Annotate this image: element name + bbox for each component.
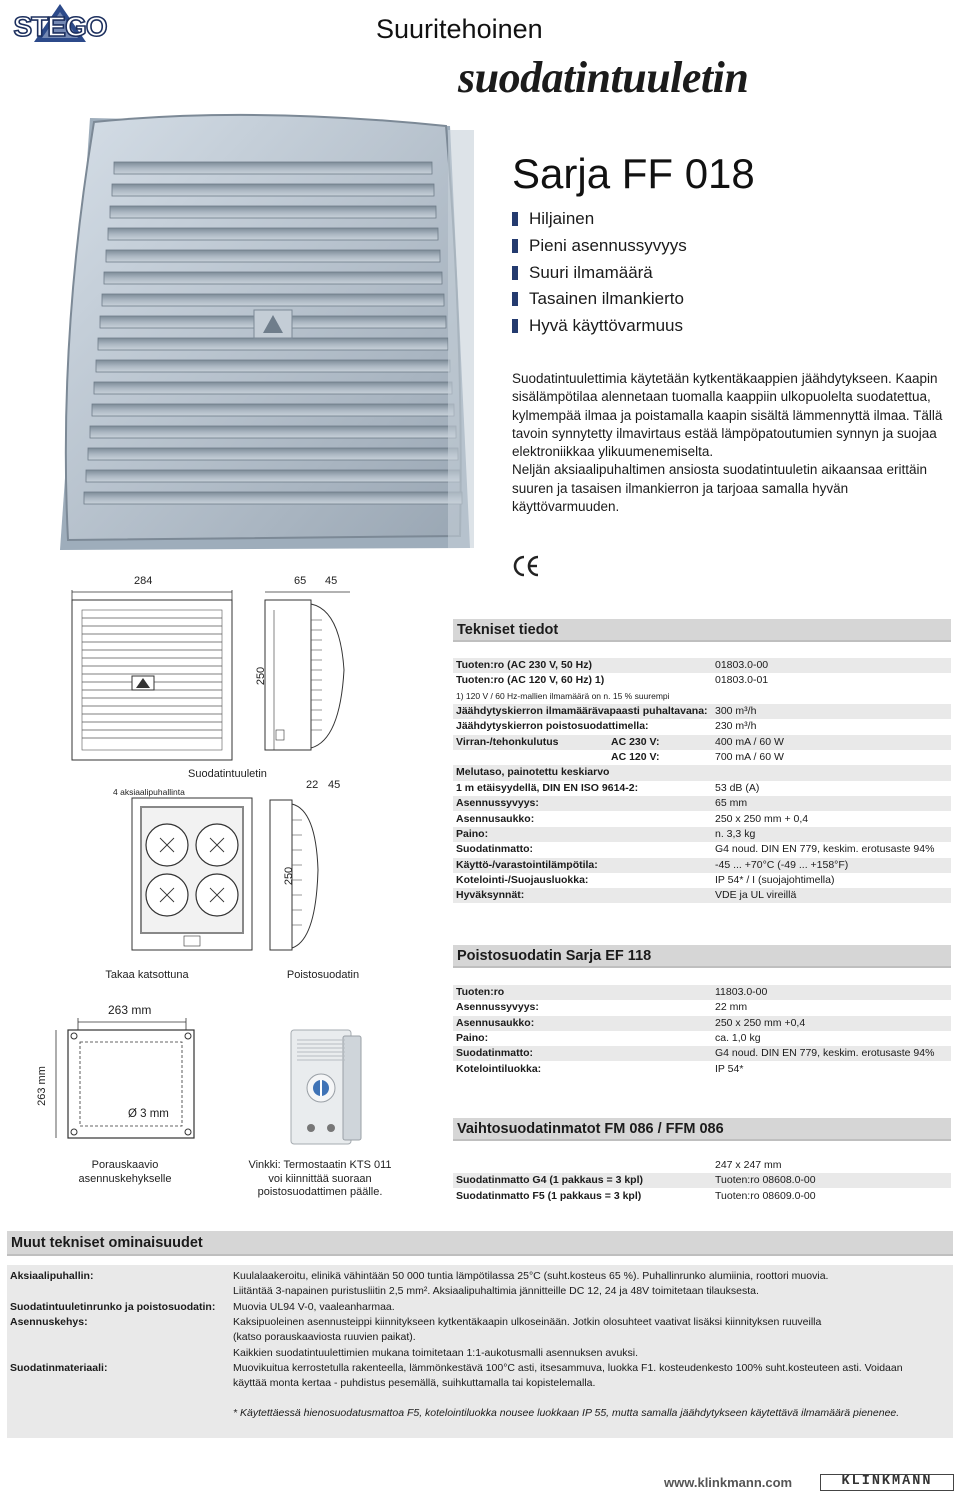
filter-label: Paino: xyxy=(456,1031,489,1044)
spec-row xyxy=(453,842,951,857)
filter-value: 250 x 250 mm +0,4 xyxy=(715,1016,806,1029)
spec-value: 53 dB (A) xyxy=(715,781,760,794)
bullet-icon xyxy=(512,239,518,253)
dim-depth-2: 45 xyxy=(325,575,338,587)
filter-row xyxy=(453,1062,951,1077)
spec-row xyxy=(453,827,951,842)
dim-depth-1: 65 xyxy=(294,575,307,587)
spec-value: G4 noud. DIN EN 779, keskim. erotusaste 94% xyxy=(715,843,935,856)
property-value: Muovia UL94 V-0, vaaleanharmaa. xyxy=(233,1300,395,1313)
label-fan-unit: Suodatintuuletin xyxy=(188,768,267,780)
filter-value: 22 mm xyxy=(715,1001,748,1014)
filter-label: Kotelointiluokka: xyxy=(456,1062,542,1075)
property-value: Liitäntää 3-napainen puristusliitin 2,5 mm². Aksiaalipuhaltimia jännitteille DC 12, 24 ja 48V toimitetaan tilauksesta. xyxy=(233,1285,759,1298)
spec-row xyxy=(453,812,951,827)
cutout-width: 263 mm xyxy=(108,1003,152,1017)
filter-label: Suodatinmatto: xyxy=(456,1047,533,1060)
property-value: Kuulalaakeroitu, elinikä vähintään 50 000 tuntia lämpötilassa 25°C (suht.kosteus 65 %). Puhallinrunko alumiinia, roottori muovia. xyxy=(233,1270,829,1282)
cutout-hole: Ø 3 mm xyxy=(128,1108,169,1120)
property-value: käyttää monta kertaa - puhdistus pesemällä, suihkuttamalla tai kopistelemalla. xyxy=(233,1377,596,1390)
filter-row xyxy=(453,1046,951,1061)
property-value: Kaikkien suodatintuulettimien mukana toimitetaan 1:1-aukotusmalli asennuksen avuksi. xyxy=(233,1346,639,1359)
spec-value: IP 54* / I (suojajohtimella) xyxy=(715,873,835,886)
exhaust-filter-table xyxy=(453,985,951,1077)
bullet-icon xyxy=(512,319,518,333)
spec-value: 65 mm xyxy=(715,797,748,810)
property-label: Suodatintuuletinrunko ja poistosuodatin: xyxy=(10,1300,216,1313)
feature-list xyxy=(512,206,687,339)
feature-item: Hiljainen xyxy=(512,206,687,233)
filter-mats-table xyxy=(453,1158,951,1204)
spec-row xyxy=(453,873,951,888)
website-link[interactable]: www.klinkmann.com xyxy=(664,1475,793,1490)
spec-row xyxy=(453,735,951,750)
spec-row xyxy=(453,765,951,780)
description-paragraph: Neljän aksiaalipuhaltimen ansiosta suodatintuuletin aikaansaa erittäin suuren ja tasaisen ilmankierron ja tarjoaa samalla hyvän käyttövarmuuden. xyxy=(512,462,928,515)
spec-label: Tuoten:ro (AC 230 V, 50 Hz) xyxy=(456,659,592,671)
feature-item: Pieni asennussyvyys xyxy=(512,233,687,260)
filter-row xyxy=(453,1031,951,1046)
spec-label: Paino: xyxy=(456,827,489,840)
dim-width: 284 xyxy=(134,575,153,587)
spec-label: Hyväksynnät: xyxy=(456,889,525,902)
spec-row xyxy=(453,689,951,704)
section-filter-mats: Vaihtosuodatinmatot FM 086 / FFM 086 xyxy=(453,1118,951,1141)
spec-value: 230 m³/h xyxy=(715,720,757,733)
section-technical-data: Tekniset tiedot xyxy=(453,619,951,642)
spec-value: 250 x 250 mm + 0,4 xyxy=(715,812,809,825)
spec-label: Käyttö-/varastointilämpötila: xyxy=(456,858,598,871)
spec-label: Melutaso, painotettu keskiarvo xyxy=(456,766,610,779)
spec-row xyxy=(453,750,951,765)
feature-item: Hyvä käyttövarmuus xyxy=(512,313,687,340)
feature-item: Tasainen ilmankierto xyxy=(512,286,687,313)
mats-value: Tuoten:ro 08608.0-00 xyxy=(715,1174,816,1187)
mats-value: Tuoten:ro 08609.0-00 xyxy=(715,1189,816,1202)
dim-filter-depth-1: 22 xyxy=(306,779,319,791)
filter-value: 11803.0-00 xyxy=(715,986,768,998)
stego-logo xyxy=(0,0,120,48)
spec-value: 01803.0-01 xyxy=(715,674,769,687)
bullet-icon xyxy=(512,266,518,280)
spec-value: 01803.0-00 xyxy=(715,659,769,671)
filter-row xyxy=(453,1016,951,1031)
mats-size-row xyxy=(453,1158,951,1173)
spec-value: -45 ... +70°C (-49 ... +158°F) xyxy=(715,858,849,871)
cutout-drawing xyxy=(30,1016,200,1144)
property-label: Aksiaalipuhallin: xyxy=(10,1270,94,1282)
spec-value: VDE ja UL vireillä xyxy=(715,889,797,902)
spec-label: 1) 120 V / 60 Hz-mallien ilmamäärä on n. 15 % suurempi xyxy=(456,690,670,701)
spec-row xyxy=(453,673,951,688)
label-fans: 4 aksiaalipuhallinta xyxy=(113,787,185,797)
filter-value: ca. 1,0 kg xyxy=(715,1031,761,1044)
product-image-fan xyxy=(50,100,480,562)
spec-row xyxy=(453,781,951,796)
spec-row xyxy=(453,704,951,719)
property-label: Suodatinmateriaali: xyxy=(10,1362,108,1375)
ce-mark-icon xyxy=(512,554,540,578)
spec-label: Asennussyvyys: xyxy=(456,797,539,810)
mats-row xyxy=(453,1189,951,1204)
spec-sublabel: AC 120 V: xyxy=(611,751,660,764)
footnote: * Käytettäessä hienosuodatusmattoa F5, kotelointiluokka nousee luokkaan IP 55, mutta samalla jäähdytykseen käytettävä ilmamäärä pienenee. xyxy=(233,1407,900,1419)
caption-cutout: Porauskaavio asennuskehykselle xyxy=(78,1159,172,1185)
product-description xyxy=(512,370,952,516)
technical-data-table xyxy=(453,658,951,904)
front-view-drawing xyxy=(60,590,360,770)
filter-value: IP 54* xyxy=(715,1062,744,1075)
filter-label: Asennusaukko: xyxy=(456,1016,535,1029)
bullet-icon xyxy=(512,212,518,226)
klinkmann-logo: KLINKMANN xyxy=(820,1474,954,1491)
bullet-icon xyxy=(512,292,518,306)
dim-filter-depth-2: 45 xyxy=(328,779,341,791)
svg-text:STEGO: STEGO xyxy=(13,11,107,42)
filter-row xyxy=(453,1000,951,1015)
spec-value: 700 mA / 60 W xyxy=(715,751,784,764)
filter-value: G4 noud. DIN EN 779, keskim. erotusaste 94% xyxy=(715,1047,935,1060)
mats-row xyxy=(453,1173,951,1188)
spec-label: Tuoten:ro (AC 120 V, 60 Hz) 1) xyxy=(456,674,605,687)
filter-label: Tuoten:ro xyxy=(456,986,505,998)
property-value: Kaksipuoleinen asennusteippi kiinnitykseen kytkentäkaapin ulkoseinään. Jotkin olosuhteet vaativat lisäksi kiinnityksen ruuveilla xyxy=(233,1316,822,1329)
series-title: Sarja FF 018 xyxy=(512,150,755,197)
spec-label: Suodatinmatto: xyxy=(456,843,533,856)
caption-exhaust-filter: Poistosuodatin xyxy=(286,969,360,981)
mats-label: Suodatinmatto G4 (1 pakkaus = 3 kpl) xyxy=(456,1174,644,1187)
section-other-properties: Muut tekniset ominaisuudet xyxy=(7,1231,953,1256)
spec-row xyxy=(453,719,951,734)
spec-row xyxy=(453,888,951,903)
spec-value: 400 mA / 60 W xyxy=(715,735,784,748)
caption-back-view: Takaa katsottuna xyxy=(105,969,189,981)
dim-filter-height: 250 xyxy=(283,866,296,886)
spec-label: Asennusaukko: xyxy=(456,812,535,825)
mats-label: Suodatinmatto F5 (1 pakkaus = 3 kpl) xyxy=(456,1189,642,1202)
cutout-height: 263 mm xyxy=(35,1066,48,1106)
spec-label: Jäähdytyskierron poistosuodattimella: xyxy=(456,720,649,733)
spec-row xyxy=(453,658,951,673)
section-exhaust-filter: Poistosuodatin Sarja EF 118 xyxy=(453,945,951,968)
filter-row xyxy=(453,985,951,1000)
property-value: Muovikuitua kerrostetulla rakenteella, lämmönkestävä 100°C asti, itsesammuva, luokka F1. kosteudenkesto 100% suht.kosteuteen asti. Voidaan xyxy=(233,1362,903,1375)
spec-label: Virran-/tehonkulutus xyxy=(456,735,559,748)
dim-height: 250 xyxy=(255,666,268,686)
filter-label: Asennussyvyys: xyxy=(456,1001,539,1014)
spec-row xyxy=(453,858,951,873)
feature-item: Suuri ilmamäärä xyxy=(512,259,687,286)
property-value: (katso porauskaaviosta ruuvien paikat). xyxy=(233,1331,416,1344)
title-main: suodatintuuletin xyxy=(458,53,749,102)
spec-row xyxy=(453,796,951,811)
thermostat-image xyxy=(283,1022,373,1152)
spec-sublabel: AC 230 V: xyxy=(611,735,660,748)
spec-label: Kotelointi-/Suojausluokka: xyxy=(456,873,589,886)
spec-value: n. 3,3 kg xyxy=(715,827,756,840)
mats-size: 247 x 247 mm xyxy=(715,1159,782,1171)
caption-thermostat-tip: Vinkki: Termostaatin KTS 011 voi kiinnittää suoraan poistosuodattimen päälle. xyxy=(248,1159,392,1198)
spec-label: Jäähdytyskierron ilmamäärävapaasti puhaltavana: xyxy=(456,705,708,718)
spec-value: 300 m³/h xyxy=(715,705,757,718)
title-small: Suuritehoinen xyxy=(376,14,543,44)
property-label: Asennuskehys: xyxy=(10,1316,88,1329)
description-paragraph: Suodatintuulettimia käytetään kytkentäkaappien jäähdytykseen. Kaapin sisälämpötilaa alennetaan tuomalla kaappiin ulkopuolelta suodatettua, kylmempää ilmaa ja poistamalla kaapin sisältä lämmennyttä ilmaa. Tällä tavoin synnytetty ilmavirtaus estää lämpöpatoutumien synnyn ja suojaa elektroniikkaa ylikuumenemiselta. xyxy=(512,371,943,460)
back-view-drawing xyxy=(60,790,360,960)
spec-label: 1 m etäisyydellä, DIN EN ISO 9614-2: xyxy=(456,781,639,794)
